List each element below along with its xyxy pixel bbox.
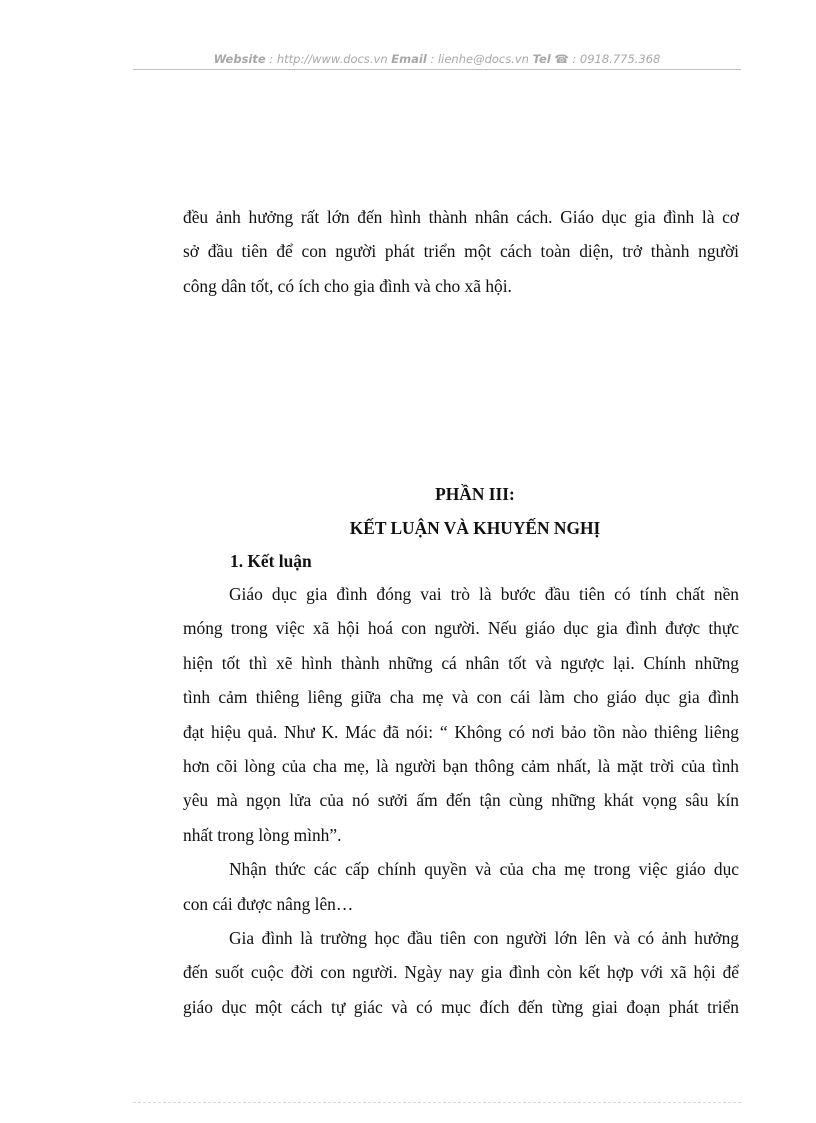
conclusion-body bbox=[183, 577, 739, 1024]
paragraph-line: Nhận thức các cấp chính quyền và của cha mẹ trong việc giáo dục bbox=[229, 859, 739, 880]
paragraph-line: sở đầu tiên để con người phát triển một cách toàn diện, trở thành người bbox=[183, 241, 739, 262]
paragraph-line: yêu mà ngọn lửa của nó sưởi ấm đến tận cùng những khát vọng sâu kín bbox=[183, 790, 739, 811]
section-title: KẾT LUẬN VÀ KHUYẾN NGHỊ bbox=[349, 518, 601, 538]
paragraph-line: tình cảm thiêng liêng giữa cha mẹ và con cái làm cho giáo dục gia đình bbox=[183, 687, 739, 708]
paragraph-line: công dân tốt, có ích cho gia đình và cho xã hội. bbox=[183, 275, 512, 296]
paragraph-line: hơn cõi lòng của cha mẹ, là người bạn thông cảm nhất, là mặt trời của tình bbox=[183, 755, 739, 776]
continuation-paragraph bbox=[183, 200, 739, 303]
paragraph-line: Giáo dục gia đình đóng vai trò là bước đầu tiên có tính chất nền bbox=[229, 584, 739, 604]
header-divider bbox=[133, 69, 741, 70]
paragraph-line: con cái được nâng lên… bbox=[183, 893, 354, 914]
part-title: PHẦN III: bbox=[435, 484, 515, 504]
tel-value: ☎ : 0918.775.368 bbox=[550, 52, 661, 66]
paragraph-line: nhất trong lòng mình”. bbox=[183, 824, 342, 845]
paragraph-line: Gia đình là trường học đầu tiên con người lớn lên và có ảnh hưởng bbox=[229, 927, 739, 948]
email-label: Email bbox=[391, 52, 427, 66]
website-value[interactable]: : http://www.docs.vn bbox=[265, 52, 392, 66]
paragraph-line: đến suốt cuộc đời con người. Ngày nay gia đình còn kết hợp với xã hội để bbox=[183, 962, 739, 983]
subsection-heading: 1. Kết luận bbox=[230, 551, 312, 571]
footer-divider bbox=[133, 1102, 741, 1103]
tel-label: Tel bbox=[532, 52, 551, 66]
paragraph-line: hiện tốt thì xẽ hình thành những cá nhân tốt và ngược lại. Chính những bbox=[183, 652, 739, 673]
website-label: Website bbox=[213, 52, 266, 66]
paragraph-line: giáo dục một cách tự giác và có mục đích đến từng giai đoạn phát triển bbox=[183, 996, 739, 1017]
paragraph-line: đạt hiệu quả. Như K. Mác đã nói: “ Không có nơi bảo tồn nào thiêng liêng bbox=[183, 721, 739, 742]
paragraph-line: móng trong việc xã hội hoá con người. Nếu giáo dục gia đình được thực bbox=[183, 618, 739, 639]
email-value[interactable]: : lienhe@docs.vn bbox=[426, 52, 533, 66]
paragraph-line: đều ảnh hưởng rất lớn đến hình thành nhân cách. Giáo dục gia đình là cơ bbox=[183, 207, 739, 227]
page-header bbox=[133, 52, 741, 66]
